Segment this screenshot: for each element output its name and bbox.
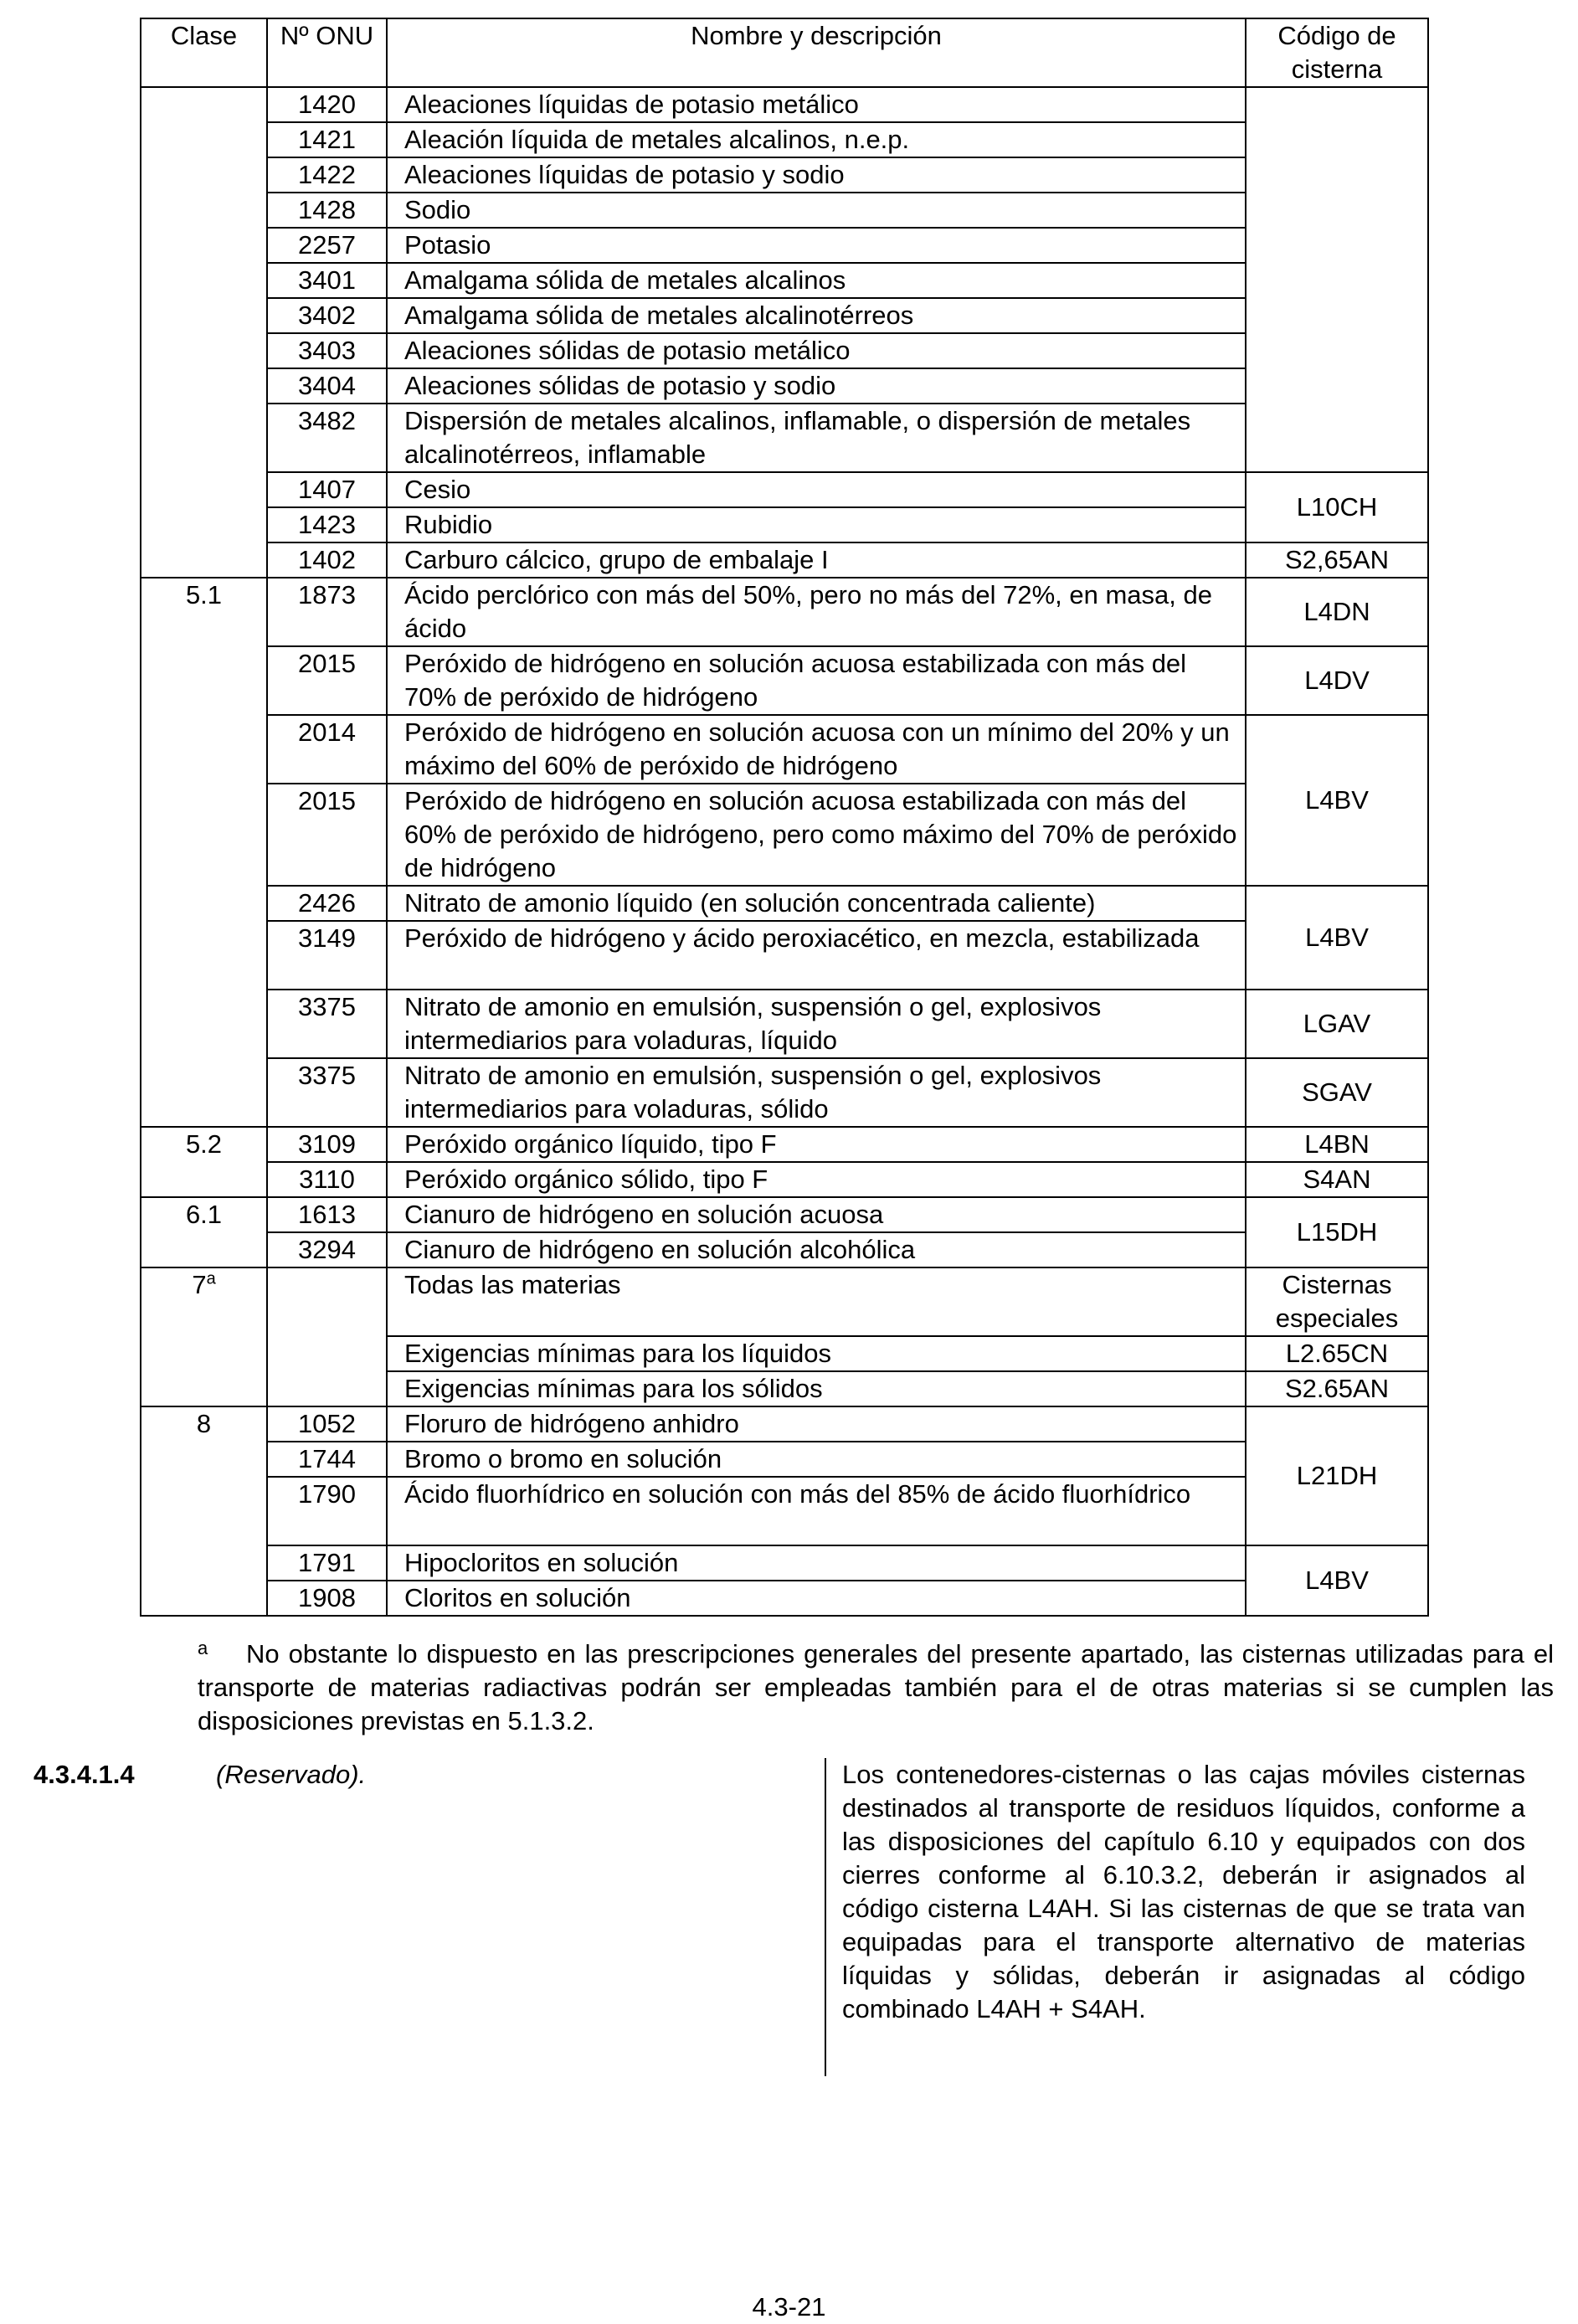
table-row — [141, 715, 1428, 784]
table-row — [141, 1477, 1428, 1545]
cell-onu-number: 1423 — [267, 507, 387, 542]
header-onu: Nº ONU — [267, 18, 387, 87]
cell-name-description: Exigencias mínimas para los líquidos — [387, 1336, 1246, 1371]
cell-onu-number: 1420 — [267, 87, 387, 122]
cell-name-description: Hipocloritos en solución — [387, 1545, 1246, 1581]
cell-name-description: Cianuro de hidrógeno en solución acuosa — [387, 1197, 1246, 1232]
cell-onu-number: 2015 — [267, 646, 387, 715]
table-row — [141, 646, 1428, 715]
cell-name-description: Aleaciones sólidas de potasio metálico — [387, 333, 1246, 368]
table-row — [141, 157, 1428, 193]
cell-name-description: Ácido perclórico con más del 50%, pero no más del 72%, en masa, de ácido — [387, 578, 1246, 646]
table-row — [141, 122, 1428, 157]
cell-onu-number: 2257 — [267, 228, 387, 263]
cell-tank-code: SGAV — [1246, 1058, 1428, 1127]
cell-tank-code: L21DH — [1246, 1406, 1428, 1545]
table-row — [141, 228, 1428, 263]
cell-onu-number: 1421 — [267, 122, 387, 157]
cell-tank-code: L4DV — [1246, 646, 1428, 715]
cell-tank-code: LGAV — [1246, 990, 1428, 1058]
cell-name-description: Floruro de hidrógeno anhidro — [387, 1406, 1246, 1442]
cell-onu-number: 3375 — [267, 1058, 387, 1127]
cell-onu-number: 1908 — [267, 1581, 387, 1616]
cell-name-description: Dispersión de metales alcalinos, inflamable, o dispersión de metales alcalinotérreos, inflamable — [387, 404, 1246, 472]
cell-name-description: Peróxido de hidrógeno y ácido peroxiacético, en mezcla, estabilizada — [387, 921, 1246, 990]
clase-value: 8 — [196, 1409, 212, 1438]
cell-name-description: Peróxido de hidrógeno en solución acuosa con un mínimo del 20% y un máximo del 60% de peróxido de hidrógeno — [387, 715, 1246, 784]
cell-clase — [141, 1197, 267, 1267]
cell-name-description: Peróxido de hidrógeno en solución acuosa estabilizada con más del 70% de peróxido de hidrógeno — [387, 646, 1246, 715]
cell-onu-number: 1422 — [267, 157, 387, 193]
table-row — [141, 1058, 1428, 1127]
cell-tank-code: L4BV — [1246, 1545, 1428, 1616]
cell-name-description: Cesio — [387, 472, 1246, 507]
header-name: Nombre y descripción — [387, 18, 1246, 87]
cell-onu-number: 3482 — [267, 404, 387, 472]
cell-onu-number: 1428 — [267, 193, 387, 228]
cell-name-description: Peróxido orgánico líquido, tipo F — [387, 1127, 1246, 1162]
cell-tank-code: L4DN — [1246, 578, 1428, 646]
dangerous-goods-table — [140, 18, 1429, 1617]
cell-name-description: Sodio — [387, 193, 1246, 228]
table-row — [141, 1267, 1428, 1336]
cell-name-description: Cianuro de hidrógeno en solución alcohólica — [387, 1232, 1246, 1267]
cell-onu-number: 1052 — [267, 1406, 387, 1442]
table-row — [141, 1442, 1428, 1477]
cell-tank-code: Cisternas especiales — [1246, 1267, 1428, 1336]
table-row — [141, 298, 1428, 333]
table-row — [141, 1581, 1428, 1616]
cell-onu-number: 3404 — [267, 368, 387, 404]
cell-name-description: Exigencias mínimas para los sólidos — [387, 1371, 1246, 1406]
cell-name-description: Todas las materias — [387, 1267, 1246, 1336]
table-row — [141, 578, 1428, 646]
clase-value: 7 — [192, 1270, 207, 1299]
cell-clase — [141, 578, 267, 1127]
cell-onu-number: 1791 — [267, 1545, 387, 1581]
cell-onu-number — [267, 1267, 387, 1406]
cell-tank-code: L2.65CN — [1246, 1336, 1428, 1371]
cell-clase — [141, 1406, 267, 1616]
table-row — [141, 784, 1428, 886]
table-footnote: a No obstante lo dispuesto en las prescripciones generales del presente apartado, las cisternas utilizadas para el transporte de materias radiactivas podrán ser empleadas también para el de otras materias si se cumplen las disposiciones previstas en 5.1.3.2. — [198, 1638, 1554, 1735]
cell-onu-number: 3294 — [267, 1232, 387, 1267]
cell-tank-code: L4BV — [1246, 715, 1428, 886]
table-row — [141, 507, 1428, 542]
cell-onu-number: 3110 — [267, 1162, 387, 1197]
cell-onu-number: 1402 — [267, 542, 387, 578]
table-row — [141, 333, 1428, 368]
cell-onu-number: 3401 — [267, 263, 387, 298]
cell-name-description: Ácido fluorhídrico en solución con más del 85% de ácido fluorhídrico — [387, 1477, 1246, 1545]
cell-onu-number: 1790 — [267, 1477, 387, 1545]
table-row — [141, 921, 1428, 990]
clase-value: 6.1 — [185, 1200, 223, 1229]
cell-onu-number: 2015 — [267, 784, 387, 886]
table-row — [141, 368, 1428, 404]
table-row — [141, 1545, 1428, 1581]
table-row — [141, 263, 1428, 298]
cell-tank-code: S2,65AN — [1246, 542, 1428, 578]
cell-clase — [141, 1267, 267, 1406]
table-row — [141, 542, 1428, 578]
header-clase: Clase — [141, 18, 267, 87]
cell-name-description: Peróxido de hidrógeno en solución acuosa estabilizada con más del 60% de peróxido de hidrógeno, pero como máximo del 70% de peróxido de hidrógeno — [387, 784, 1246, 886]
section-number: 4.3.4.1.4 — [33, 1760, 135, 1789]
table-row — [141, 472, 1428, 507]
cell-onu-number: 1613 — [267, 1197, 387, 1232]
cell-name-description: Nitrato de amonio en emulsión, suspensión o gel, explosivos intermediarios para voladuras, líquido — [387, 990, 1246, 1058]
cell-name-description: Bromo o bromo en solución — [387, 1442, 1246, 1477]
cell-onu-number: 2014 — [267, 715, 387, 784]
cell-onu-number: 2426 — [267, 886, 387, 921]
cell-tank-code: S2.65AN — [1246, 1371, 1428, 1406]
header-code: Código de cisterna — [1246, 18, 1428, 87]
cell-tank-code: L4BN — [1246, 1127, 1428, 1162]
table-row — [141, 1162, 1428, 1197]
cell-name-description: Cloritos en solución — [387, 1581, 1246, 1616]
cell-clase — [141, 1127, 267, 1197]
table-row — [141, 1127, 1428, 1162]
cell-clase — [141, 87, 267, 578]
section-side-text: Los contenedores-cisternas o las cajas móviles cisternas destinados al transporte de residuos líquidos, conforme a las disposiciones del capítulo 6.10 y equipados con dos cierres conforme al 6.10.3.2, deberán ir asignados al código cisterna L4AH. Si las cisternas de que se trata van equipadas para el transporte alternativo de materias líquidas y sólidas, deberán ir asignadas al código combinado L4AH + S4AH. — [842, 1760, 1525, 2023]
cell-onu-number: 3109 — [267, 1127, 387, 1162]
page-number: 4.3-21 — [752, 2292, 826, 2321]
cell-name-description: Aleaciones sólidas de potasio y sodio — [387, 368, 1246, 404]
table-row — [141, 1232, 1428, 1267]
cell-name-description: Aleaciones líquidas de potasio metálico — [387, 87, 1246, 122]
table-header-row — [141, 18, 1428, 87]
cell-name-description: Rubidio — [387, 507, 1246, 542]
clase-value: 5.1 — [185, 580, 223, 609]
cell-name-description: Nitrato de amonio líquido (en solución concentrada caliente) — [387, 886, 1246, 921]
table-row — [141, 1406, 1428, 1442]
clase-value: 5.2 — [185, 1129, 223, 1159]
cell-onu-number: 3402 — [267, 298, 387, 333]
table-row — [141, 404, 1428, 472]
table-row — [141, 87, 1428, 122]
cell-tank-code: L15DH — [1246, 1197, 1428, 1267]
cell-name-description: Amalgama sólida de metales alcalinos — [387, 263, 1246, 298]
cell-tank-code: S4AN — [1246, 1162, 1428, 1197]
cell-tank-code: L10CH — [1246, 472, 1428, 542]
cell-onu-number: 3403 — [267, 333, 387, 368]
cell-name-description: Amalgama sólida de metales alcalinotérreos — [387, 298, 1246, 333]
table-row — [141, 990, 1428, 1058]
cell-name-description: Peróxido orgánico sólido, tipo F — [387, 1162, 1246, 1197]
cell-tank-code: L4BV — [1246, 886, 1428, 990]
cell-name-description: Nitrato de amonio en emulsión, suspensión o gel, explosivos intermediarios para voladuras, sólido — [387, 1058, 1246, 1127]
table-row — [141, 1197, 1428, 1232]
cell-tank-code — [1246, 87, 1428, 472]
section-reserved: (Reservado). — [216, 1760, 367, 1789]
cell-onu-number: 3149 — [267, 921, 387, 990]
cell-name-description: Potasio — [387, 228, 1246, 263]
cell-name-description: Aleación líquida de metales alcalinos, n.e.p. — [387, 122, 1246, 157]
column-divider — [825, 1758, 826, 2076]
footnote-text: No obstante lo dispuesto en las prescripciones generales del presente apartado, las cisternas utilizadas para el transporte de materias radiactivas podrán ser empleadas también para el de otras materias si se cumplen las disposiciones previstas en 5.1.3.2. — [198, 1639, 1554, 1735]
cell-onu-number: 1407 — [267, 472, 387, 507]
cell-name-description: Carburo cálcico, grupo de embalaje I — [387, 542, 1246, 578]
cell-onu-number: 1744 — [267, 1442, 387, 1477]
footnote-ref-mark: a — [206, 1269, 216, 1288]
cell-onu-number: 1873 — [267, 578, 387, 646]
table-row — [141, 193, 1428, 228]
table-row — [141, 886, 1428, 921]
cell-name-description: Aleaciones líquidas de potasio y sodio — [387, 157, 1246, 193]
cell-onu-number: 3375 — [267, 990, 387, 1058]
